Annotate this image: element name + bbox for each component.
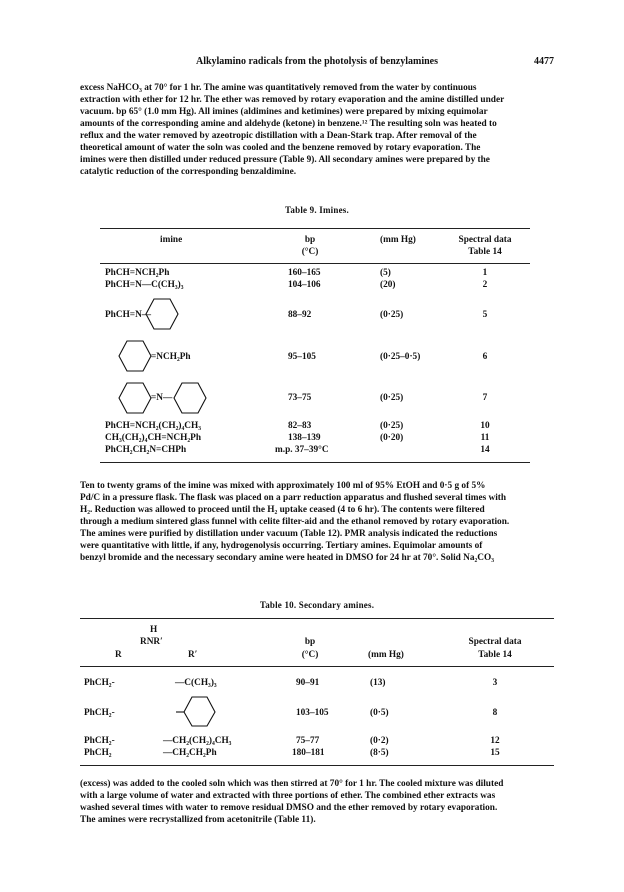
- table10-row-mmhg: (0·5): [370, 708, 389, 718]
- table10-header-rnr: RNR′: [140, 637, 163, 647]
- table9-row-imine: PhCH=NCH₂(CH₂)₄CH₃: [105, 421, 201, 431]
- text-line: The amines were recrystallized from acetonitrile (Table 11).: [80, 815, 316, 825]
- table10-row-rprime: —CH₂CH₂Ph: [163, 748, 217, 758]
- table9-header-mmhg: (mm Hg): [380, 235, 416, 245]
- table9-header-bp: bp: [304, 235, 316, 245]
- table10-row-mmhg: (13): [370, 678, 386, 688]
- text-line: Ten to twenty grams of the imine was mixed with approximately 100 ml of 95% EtOH and 0·5 g of 5%: [80, 481, 486, 491]
- table9-row-mmhg: (20): [380, 280, 396, 290]
- table10-header-bp-unit: (°C): [301, 650, 319, 660]
- table9-top-rule: [100, 228, 530, 229]
- table9-row-imine: =NCH₂Ph: [151, 352, 191, 362]
- table9-row-mmhg: (0·25): [380, 421, 404, 431]
- table9-bottom-rule: [100, 462, 530, 463]
- table9-header-table14: Table 14: [468, 247, 502, 257]
- table9-row-bp: 82–83: [288, 421, 312, 431]
- table10-row-r: PhCH₂: [84, 748, 112, 758]
- table10-row-bp: 75–77: [296, 736, 320, 746]
- table9-row-bp: 88–92: [288, 310, 312, 320]
- table9-row-spectral: 7: [482, 393, 488, 403]
- table10-row-spectral: 12: [490, 736, 500, 746]
- table9-row-imine: PhCH=N—C(CH₃)₃: [105, 280, 184, 290]
- table10-header-table14: Table 14: [478, 650, 512, 660]
- paragraph-reduction: [80, 480, 554, 564]
- page-number: 4477: [534, 56, 554, 67]
- cyclohexylidene-ring-icon: [118, 382, 152, 414]
- text-line: benzyl bromide and the necessary secondary amine were heated in DMSO for 24 hr at 70°. Solid Na₂CO₃: [80, 553, 495, 563]
- text-line: Pd/C in a pressure flask. The flask was placed on a parr reduction apparatus and flushed several times with: [80, 493, 507, 503]
- table9-row-imine: =N—: [151, 393, 173, 403]
- table9-row-spectral: 6: [482, 352, 488, 362]
- table9-row-spectral: 2: [482, 280, 488, 290]
- text-line: washed several times with water to remove residual DMSO and the ether removed by rotary evaporation.: [80, 803, 498, 813]
- text-line: with a large volume of water and extracted with three portions of ether. The combined ether extracts was: [80, 791, 496, 801]
- table10-row-bp: 90–91: [296, 678, 320, 688]
- table10-row-bp: 103–105: [296, 708, 329, 718]
- text-line: The amines were purified by distillation under vacuum (Table 12). PMR analysis indicated the reductions: [80, 529, 498, 539]
- table9-row-spectral: 10: [480, 421, 490, 431]
- table10-row-spectral: 3: [492, 678, 498, 688]
- table10-row-spectral: 15: [490, 748, 500, 758]
- text-line: extraction with ether for 12 hr. The ether was removed by rotary evaporation and the amine distilled under: [80, 95, 505, 105]
- table10-header-h: H: [150, 625, 158, 635]
- table9-row-imine: PhCH₂CH₂N=CHPh: [105, 445, 187, 455]
- cyclohexyl-ring-icon: [145, 298, 179, 330]
- text-line: catalytic reduction of the corresponding benzaldimine.: [80, 167, 297, 177]
- table9-row-mmhg: (0·25): [380, 310, 404, 320]
- table9-row-imine: PhCH=N—: [105, 310, 152, 320]
- table9-row-mmhg: (0·25–0·5): [380, 352, 421, 362]
- table9-row-bp: 73–75: [288, 393, 312, 403]
- text-line: (excess) was added to the cooled soln which was then stirred at 70° for 1 hr. The cooled mixture was diluted: [80, 779, 504, 789]
- running-header: [80, 56, 554, 70]
- table10-row-mmhg: (8·5): [370, 748, 389, 758]
- table9-row-mmhg: (0·25): [380, 393, 404, 403]
- table9-header-imine: imine: [160, 235, 183, 245]
- table10-row-r: PhCH₂-: [84, 708, 115, 718]
- cyclohexyl-ring-icon: [176, 697, 216, 727]
- table9-header-rule: [100, 263, 530, 264]
- cyclohexylidene-ring-icon: [118, 340, 152, 372]
- table10-header-rprime: R′: [188, 650, 198, 660]
- table10-bottom-rule: [80, 765, 554, 766]
- table9-header-bp-unit: (°C): [301, 247, 319, 257]
- table9-row-spectral: 14: [480, 445, 490, 455]
- text-line: amounts of the corresponding amine and aldehyde (ketone) in benzene.¹² The resulting soln was heated to: [80, 119, 497, 129]
- cyclohexyl-ring-icon: [173, 382, 207, 414]
- text-line: were quantitative with little, if any, hydrogenolysis occurring. Tertiary amines. Equimolar amounts of: [80, 541, 483, 551]
- table10-header-r: R: [115, 650, 122, 660]
- table9-row-spectral: 1: [482, 268, 488, 278]
- table10-row-r: PhCH₂-: [84, 678, 115, 688]
- text-line: reflux and the water removed by azeotropic distillation with a Dean-Stark trap. After removal of the: [80, 131, 477, 141]
- table10-top-rule: [80, 618, 554, 619]
- table10-row-rprime: —C(CH₃)₃: [175, 678, 217, 688]
- text-line: excess NaHCO₃ at 70° for 1 hr. The amine was quantitatively removed from the water by continuous: [80, 83, 477, 93]
- table10-header-bp: bp: [304, 637, 316, 647]
- running-title: Alkylamino radicals from the photolysis of benzylamines: [195, 56, 439, 67]
- table9-row-mmhg: (0·20): [380, 433, 404, 443]
- paragraph-preparation: [80, 82, 554, 178]
- table10-header-mmhg: (mm Hg): [368, 650, 404, 660]
- text-line: imines were then distilled under reduced pressure (Table 9). All secondary amines were prepared by the: [80, 155, 490, 165]
- table9-row-imine: CH₃(CH₂)₄CH=NCH₂Ph: [105, 433, 201, 443]
- table9-caption: Table 9. Imines.: [285, 205, 349, 215]
- table10-row-bp: 180–181: [292, 748, 325, 758]
- table10-row-spectral: 8: [492, 708, 498, 718]
- table10-row-r: PhCH₂-: [84, 736, 115, 746]
- paragraph-tertiary-amines: [80, 778, 554, 826]
- table9-row-bp: 138–139: [288, 433, 321, 443]
- text-line: theoretical amount of water the soln was cooled and the benzene removed by rotary evaporation. The: [80, 143, 481, 153]
- table9-row-bp: 95–105: [288, 352, 316, 362]
- table10-header-rule: [80, 666, 554, 667]
- text-line: H₂. Reduction was allowed to proceed until the H₂ uptake ceased (4 to 6 hr). The contents were filtered: [80, 505, 485, 515]
- table10-header-spectral: Spectral data: [468, 637, 522, 647]
- table9-row-bp: 104–106: [288, 280, 321, 290]
- text-line: vacuum. bp 65° (1.0 mm Hg). All imines (aldimines and ketimines) were prepared by mixing equimolar: [80, 107, 488, 117]
- table10-row-mmhg: (0·2): [370, 736, 389, 746]
- table9-row-spectral: 11: [480, 433, 490, 443]
- table9-row-bp: 160–165: [288, 268, 321, 278]
- text-line: through a medium sintered glass funnel with celite filter-aid and the ethanol removed by rotary evaporation.: [80, 517, 510, 527]
- table9-row-spectral: 5: [482, 310, 488, 320]
- table10-row-rprime: —CH₂(CH₂)₄CH₃: [163, 736, 232, 746]
- table10-caption: Table 10. Secondary amines.: [259, 600, 375, 610]
- table9-row-bp: m.p. 37–39°C: [275, 445, 329, 455]
- table9-row-imine: PhCH=NCH₂Ph: [105, 268, 170, 278]
- table9-row-mmhg: (5): [380, 268, 391, 278]
- table9-header-spectral: Spectral data: [458, 235, 512, 245]
